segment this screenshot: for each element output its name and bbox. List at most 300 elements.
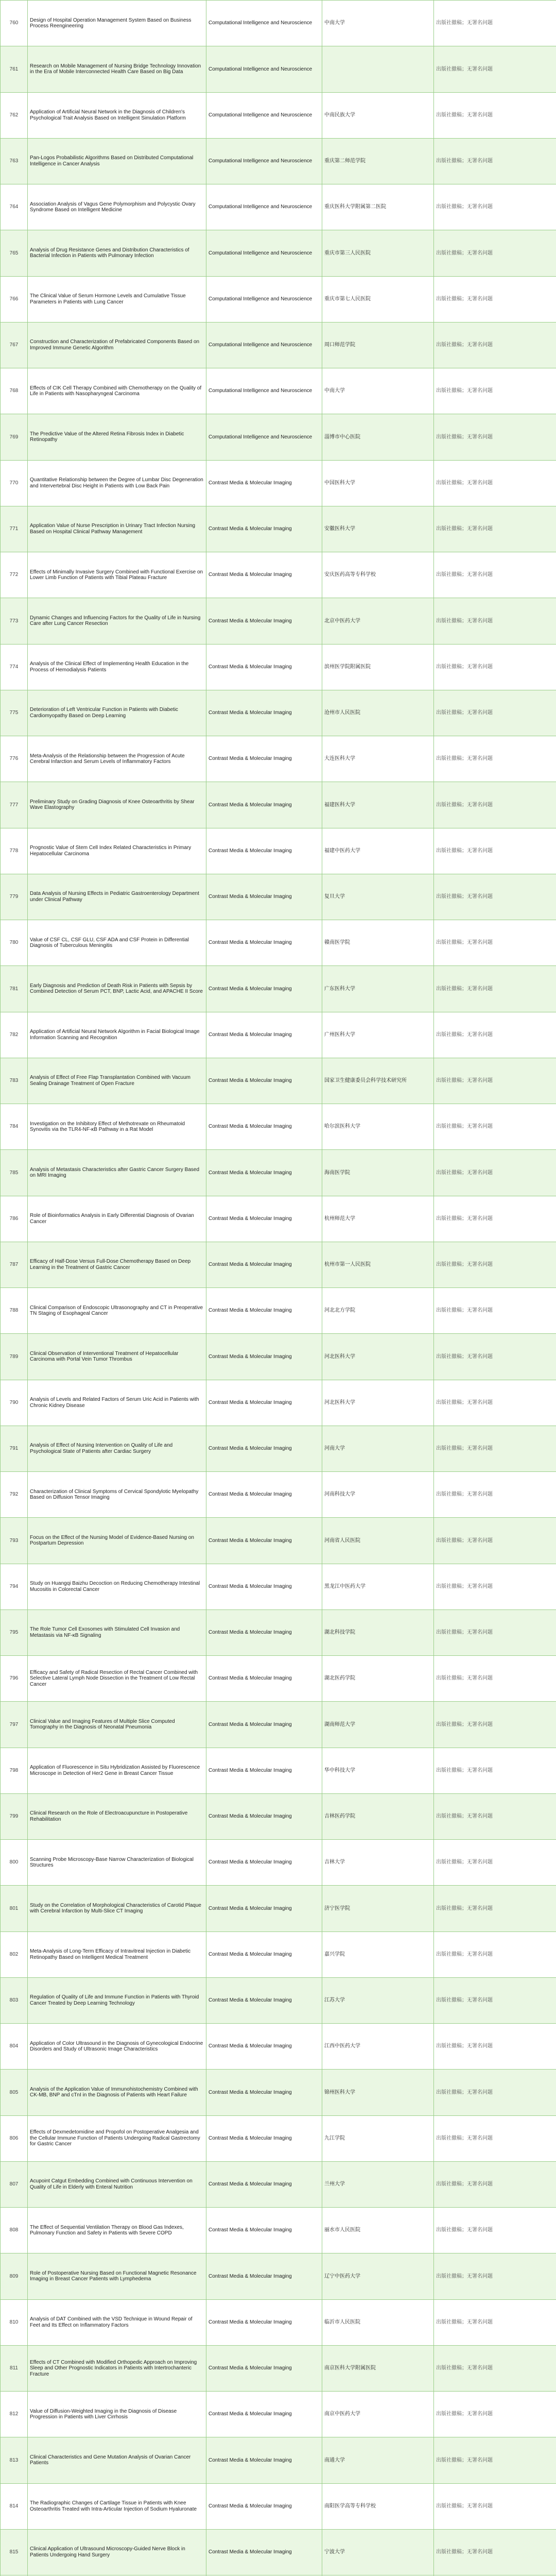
cell-institution: 河南省人民医院 — [322, 1518, 434, 1564]
table-row — [1, 2299, 556, 2345]
cell-journal: Contrast Media & Molecular Imaging — [206, 736, 322, 782]
table-row — [1, 1472, 556, 1518]
cell-status: 出版社撤稿；无署名问题 — [434, 1288, 556, 1334]
cell-number: 793 — [1, 1518, 28, 1564]
cell-title: Clinical Value and Imaging Features of Multiple Slice Computed Tomography in the Diagnosis of Neonatal Pneumonia — [28, 1702, 206, 1748]
cell-status: 出版社撤稿；无署名问题 — [434, 184, 556, 230]
cell-number: 784 — [1, 1104, 28, 1150]
cell-number: 768 — [1, 368, 28, 414]
cell-number: 797 — [1, 1702, 28, 1748]
cell-title: Analysis of Metastasis Characteristics after Gastric Cancer Surgery Based on MRI Imaging — [28, 1150, 206, 1196]
table-row — [1, 1518, 556, 1564]
table-row — [1, 184, 556, 230]
cell-status: 出版社撤稿；无署名问题 — [434, 1104, 556, 1150]
cell-number: 802 — [1, 1931, 28, 1977]
cell-title: Scanning Probe Microscopy-Base Narrow Characterization of Biological Structures — [28, 1840, 206, 1886]
cell-title: Clinical Observation of Interventional Treatment of Hepatocellular Carcinoma with Portal Vein Tumor Thrombus — [28, 1334, 206, 1380]
cell-number: 808 — [1, 2208, 28, 2253]
cell-title: Preliminary Study on Grading Diagnosis of Knee Osteoarthritis by Shear Wave Elastography — [28, 782, 206, 828]
cell-journal: Contrast Media & Molecular Imaging — [206, 1977, 322, 2023]
cell-number: 776 — [1, 736, 28, 782]
cell-title: Dynamic Changes and Influencing Factors for the Quality of Life in Nursing Care after Lung Cancer Resection — [28, 598, 206, 644]
cell-status: 出版社撤稿；无署名问题 — [434, 828, 556, 874]
cell-journal: Contrast Media & Molecular Imaging — [206, 966, 322, 1012]
cell-title: Clinical Characteristics and Gene Mutation Analysis of Ovarian Cancer Patients — [28, 2437, 206, 2483]
cell-journal: Contrast Media & Molecular Imaging — [206, 920, 322, 966]
table-row — [1, 782, 556, 828]
cell-institution: 复旦大学 — [322, 874, 434, 920]
cell-journal: Computational Intelligence and Neuroscience — [206, 184, 322, 230]
cell-journal: Computational Intelligence and Neuroscience — [206, 368, 322, 414]
cell-status: 出版社撤稿；无署名问题 — [434, 92, 556, 138]
cell-journal: Contrast Media & Molecular Imaging — [206, 1793, 322, 1839]
cell-institution: 南京中医药大学 — [322, 2392, 434, 2437]
cell-status: 出版社撤稿；无署名问题 — [434, 690, 556, 736]
cell-institution: 安庆医药高等专科学校 — [322, 552, 434, 598]
cell-journal: Computational Intelligence and Neuroscience — [206, 46, 322, 92]
cell-institution: 北京中医药大学 — [322, 598, 434, 644]
cell-number: 773 — [1, 598, 28, 644]
cell-status: 出版社撤稿；无署名问题 — [434, 2345, 556, 2391]
cell-institution: 吉林大学 — [322, 1840, 434, 1886]
table-row — [1, 2070, 556, 2115]
cell-status: 出版社撤稿；无署名问题 — [434, 2208, 556, 2253]
cell-institution: 河南大学 — [322, 1426, 434, 1471]
cell-number: 789 — [1, 1334, 28, 1380]
table-row — [1, 2392, 556, 2437]
cell-institution: 滨州医学院附属医院 — [322, 644, 434, 690]
table-row — [1, 230, 556, 276]
table-row — [1, 46, 556, 92]
cell-journal: Contrast Media & Molecular Imaging — [206, 1196, 322, 1242]
cell-number: 787 — [1, 1242, 28, 1287]
cell-number: 801 — [1, 1886, 28, 1931]
cell-institution: 大连医科大学 — [322, 736, 434, 782]
cell-institution: 宁波大学 — [322, 2529, 434, 2575]
cell-number: 764 — [1, 184, 28, 230]
cell-institution: 重庆第二师范学院 — [322, 138, 434, 184]
cell-journal: Contrast Media & Molecular Imaging — [206, 2253, 322, 2299]
cell-number: 810 — [1, 2299, 28, 2345]
cell-number: 761 — [1, 46, 28, 92]
cell-journal: Contrast Media & Molecular Imaging — [206, 2024, 322, 2070]
cell-institution: 沧州市人民医院 — [322, 690, 434, 736]
cell-institution: 周口师范学院 — [322, 322, 434, 368]
cell-institution: 湖北科技学院 — [322, 1609, 434, 1655]
cell-journal: Contrast Media & Molecular Imaging — [206, 1426, 322, 1471]
cell-status: 出版社撤稿；无署名问题 — [434, 2024, 556, 2070]
cell-journal: Contrast Media & Molecular Imaging — [206, 1242, 322, 1287]
cell-journal: Contrast Media & Molecular Imaging — [206, 1518, 322, 1564]
cell-institution: 中国医科大学 — [322, 460, 434, 506]
cell-institution: 南阳医学高等专科学校 — [322, 2483, 434, 2529]
cell-title: Pan-Logos Probabilistic Algorithms Based on Distributed Computational Intelligence in Cancer Analysis — [28, 138, 206, 184]
table-row — [1, 1288, 556, 1334]
cell-number: 771 — [1, 506, 28, 552]
table-row — [1, 2437, 556, 2483]
cell-institution: 锦州医科大学 — [322, 2070, 434, 2115]
cell-title: Analysis of the Application Value of Immunohistochemistry Combined with CK-MB, BNP and cTnI in the Diagnosis of Patients with Heart Failure — [28, 2070, 206, 2115]
cell-title: Effects of CIK Cell Therapy Combined with Chemotherapy on the Quality of Life in Patients with Nasopharyngeal Carcinoma — [28, 368, 206, 414]
cell-title: Quantitative Relationship between the Degree of Lumbar Disc Degeneration and Intervertebral Disc Height in Patients with Low Back Pain — [28, 460, 206, 506]
cell-number: 813 — [1, 2437, 28, 2483]
table-row — [1, 1840, 556, 1886]
cell-journal: Contrast Media & Molecular Imaging — [206, 1012, 322, 1058]
cell-journal: Contrast Media & Molecular Imaging — [206, 598, 322, 644]
cell-status: 出版社撤稿；无署名问题 — [434, 414, 556, 460]
cell-number: 804 — [1, 2024, 28, 2070]
cell-title: Study on the Correlation of Morphological Characteristics of Carotid Plaque with Cerebral Infarction by Multi-Slice CT Imaging — [28, 1886, 206, 1931]
cell-institution: 九江学院 — [322, 2115, 434, 2161]
cell-status: 出版社撤稿；无署名问题 — [434, 1242, 556, 1287]
table-row — [1, 1196, 556, 1242]
table-row — [1, 1380, 556, 1426]
cell-journal: Computational Intelligence and Neuroscience — [206, 230, 322, 276]
table-row — [1, 1150, 556, 1196]
cell-status: 出版社撤稿；无署名问题 — [434, 322, 556, 368]
cell-status: 出版社撤稿；无署名问题 — [434, 782, 556, 828]
cell-institution: 黑龙江中医药大学 — [322, 1564, 434, 1609]
cell-number: 796 — [1, 1656, 28, 1702]
cell-journal: Computational Intelligence and Neuroscience — [206, 414, 322, 460]
cell-title: The Role Tumor Cell Exosomes with Stimulated Cell Invasion and Metastasis via NF-κB Signaling — [28, 1609, 206, 1655]
cell-journal: Contrast Media & Molecular Imaging — [206, 1931, 322, 1977]
cell-title: Clinical Comparison of Endoscopic Ultrasonography and CT in Preoperative TN Staging of Esophageal Cancer — [28, 1288, 206, 1334]
cell-title: Early Diagnosis and Prediction of Death Risk in Patients with Sepsis by Combined Detection of Serum PCT, BNP, Lactic Acid, and APACHE II Score — [28, 966, 206, 1012]
cell-title: Deterioration of Left Ventricular Function in Patients with Diabetic Cardiomyopathy Based on Deep Learning — [28, 690, 206, 736]
cell-number: 777 — [1, 782, 28, 828]
table-row — [1, 552, 556, 598]
table-row — [1, 1702, 556, 1748]
cell-journal: Contrast Media & Molecular Imaging — [206, 2299, 322, 2345]
cell-title: Design of Hospital Operation Management System Based on Business Process Reengineering — [28, 1, 206, 46]
cell-title: Value of CSF CL, CSF GLU, CSF ADA and CSF Protein in Differential Diagnosis of Tuberculous Meningitis — [28, 920, 206, 966]
cell-number: 762 — [1, 92, 28, 138]
cell-title: Analysis of Levels and Related Factors of Serum Uric Acid in Patients with Chronic Kidney Disease — [28, 1380, 206, 1426]
cell-institution: 赣南医学院 — [322, 920, 434, 966]
cell-journal: Contrast Media & Molecular Imaging — [206, 506, 322, 552]
cell-number: 778 — [1, 828, 28, 874]
cell-institution: 重庆医科大学附属第二医院 — [322, 184, 434, 230]
cell-title: Clinical Application of Ultrasound Microscopy-Guided Nerve Block in Patients Undergoing Hand Surgery — [28, 2529, 206, 2575]
table-row — [1, 2483, 556, 2529]
cell-status: 出版社撤稿；无署名问题 — [434, 1748, 556, 1793]
cell-number: 765 — [1, 230, 28, 276]
cell-institution: 嘉兴学院 — [322, 1931, 434, 1977]
cell-status: 出版社撤稿；无署名问题 — [434, 1931, 556, 1977]
cell-status: 出版社撤稿；无署名问题 — [434, 1472, 556, 1518]
cell-journal: Contrast Media & Molecular Imaging — [206, 2115, 322, 2161]
cell-status: 出版社撤稿；无署名问题 — [434, 1380, 556, 1426]
cell-title: Application of Artificial Neural Network in the Diagnosis of Children's Psychological Trait Analysis Based on Intelligent Simulation Platform — [28, 92, 206, 138]
cell-institution: 国家卫生健康委员会科学技术研究所 — [322, 1058, 434, 1104]
table-body — [1, 1, 556, 2576]
cell-institution: 南通大学 — [322, 2437, 434, 2483]
cell-number: 794 — [1, 1564, 28, 1609]
cell-status: 出版社撤稿；无署名问题 — [434, 2070, 556, 2115]
cell-title: Application of Artificial Neural Network Algorithm in Facial Biological Image Information Scanning and Recognition — [28, 1012, 206, 1058]
cell-title: Association Analysis of Vagus Gene Polymorphism and Polycystic Ovary Syndrome Based on Intelligent Medicine — [28, 184, 206, 230]
cell-number: 767 — [1, 322, 28, 368]
cell-number: 763 — [1, 138, 28, 184]
cell-number: 803 — [1, 1977, 28, 2023]
cell-journal: Contrast Media & Molecular Imaging — [206, 874, 322, 920]
cell-institution: 湖北医药学院 — [322, 1656, 434, 1702]
cell-title: Efficacy and Safety of Radical Resection of Rectal Cancer Combined with Selective Lateral Lymph Node Dissection in the Treatment of Low Rectal Cancer — [28, 1656, 206, 1702]
cell-title: Analysis of Effect of Nursing Intervention on Quality of Life and Psychological State of Patients after Cardiac Surgery — [28, 1426, 206, 1471]
cell-institution: 南京医科大学附属医院 — [322, 2345, 434, 2391]
table-row — [1, 1931, 556, 1977]
table-row — [1, 1058, 556, 1104]
cell-status: 出版社撤稿；无署名问题 — [434, 1426, 556, 1471]
cell-journal: Contrast Media & Molecular Imaging — [206, 1380, 322, 1426]
table-row — [1, 1334, 556, 1380]
cell-number: 811 — [1, 2345, 28, 2391]
cell-institution: 重庆市第七人民医院 — [322, 276, 434, 322]
cell-status: 出版社撤稿；无署名问题 — [434, 920, 556, 966]
cell-status: 出版社撤稿；无署名问题 — [434, 2299, 556, 2345]
table-row — [1, 2345, 556, 2391]
cell-status: 出版社撤稿；无署名问题 — [434, 460, 556, 506]
cell-journal: Contrast Media & Molecular Imaging — [206, 2345, 322, 2391]
table-row — [1, 1656, 556, 1702]
cell-status: 出版社撤稿；无署名问题 — [434, 2483, 556, 2529]
cell-number: 795 — [1, 1609, 28, 1655]
cell-title: Meta-Analysis of the Relationship between the Progression of Acute Cerebral Infarction and Serum Levels of Inflammatory Factors — [28, 736, 206, 782]
cell-status: 出版社撤稿；无署名问题 — [434, 1058, 556, 1104]
cell-title: Application of Fluorescence in Situ Hybridization Assisted by Fluorescence Microscope in Detection of Her2 Gene in Breast Cancer Tissue — [28, 1748, 206, 1793]
cell-number: 780 — [1, 920, 28, 966]
table-row — [1, 1564, 556, 1609]
cell-journal: Contrast Media & Molecular Imaging — [206, 1840, 322, 1886]
cell-title: Meta-Analysis of Long-Term Efficacy of Intravitreal Injection in Diabetic Retinopathy Based on Intelligent Medical Treatment — [28, 1931, 206, 1977]
cell-number: 788 — [1, 1288, 28, 1334]
cell-institution: 兰州大学 — [322, 2161, 434, 2207]
cell-journal: Contrast Media & Molecular Imaging — [206, 1472, 322, 1518]
cell-number: 785 — [1, 1150, 28, 1196]
cell-status: 出版社撤稿；无署名问题 — [434, 2253, 556, 2299]
cell-status: 出版社撤稿；无署名问题 — [434, 1150, 556, 1196]
cell-status: 出版社撤稿；无署名问题 — [434, 2161, 556, 2207]
table-row — [1, 322, 556, 368]
cell-status: 出版社撤稿；无署名问题 — [434, 2437, 556, 2483]
cell-journal: Contrast Media & Molecular Imaging — [206, 1334, 322, 1380]
cell-status: 出版社撤稿；无署名问题 — [434, 644, 556, 690]
cell-title: Focus on the Effect of the Nursing Model of Evidence-Based Nursing on Postpartum Depression — [28, 1518, 206, 1564]
cell-status: 出版社撤稿；无署名问题 — [434, 1977, 556, 2023]
cell-institution: 江苏大学 — [322, 1977, 434, 2023]
table-row — [1, 368, 556, 414]
cell-title: Value of Diffusion-Weighted Imaging in the Diagnosis of Disease Progression in Patients with Liver Cirrhosis — [28, 2392, 206, 2437]
cell-status: 出版社撤稿；无署名问题 — [434, 138, 556, 184]
cell-status: 出版社撤稿；无署名问题 — [434, 1334, 556, 1380]
cell-journal: Contrast Media & Molecular Imaging — [206, 1702, 322, 1748]
cell-title: Analysis of the Clinical Effect of Implementing Health Education in the Process of Hemodialysis Patients — [28, 644, 206, 690]
cell-institution — [322, 46, 434, 92]
cell-status: 出版社撤稿；无署名问题 — [434, 2115, 556, 2161]
cell-journal: Contrast Media & Molecular Imaging — [206, 1288, 322, 1334]
table-row — [1, 1104, 556, 1150]
cell-title: Analysis of Effect of Free Flap Transplantation Combined with Vacuum Sealing Drainage Treatment of Open Fracture — [28, 1058, 206, 1104]
cell-institution: 河北北方学院 — [322, 1288, 434, 1334]
cell-journal: Contrast Media & Molecular Imaging — [206, 460, 322, 506]
cell-title: Application of Color Ultrasound in the Diagnosis of Gynecological Endocrine Disorders and Study of Ultrasonic Image Characteristics — [28, 2024, 206, 2070]
cell-number: 769 — [1, 414, 28, 460]
table-row — [1, 1242, 556, 1287]
cell-title: Clinical Research on the Role of Electroacupuncture in Postoperative Rehabilitation — [28, 1793, 206, 1839]
table-row — [1, 460, 556, 506]
cell-journal: Contrast Media & Molecular Imaging — [206, 2437, 322, 2483]
cell-status: 出版社撤稿；无署名问题 — [434, 2529, 556, 2575]
cell-journal: Contrast Media & Molecular Imaging — [206, 2392, 322, 2437]
cell-number: 807 — [1, 2161, 28, 2207]
cell-status: 出版社撤稿；无署名问题 — [434, 1012, 556, 1058]
cell-number: 782 — [1, 1012, 28, 1058]
table-row — [1, 966, 556, 1012]
cell-journal: Computational Intelligence and Neuroscience — [206, 322, 322, 368]
cell-journal: Contrast Media & Molecular Imaging — [206, 1656, 322, 1702]
cell-institution: 湖南师范大学 — [322, 1702, 434, 1748]
table-row — [1, 276, 556, 322]
cell-number: 798 — [1, 1748, 28, 1793]
cell-status: 出版社撤稿；无署名问题 — [434, 1656, 556, 1702]
cell-status: 出版社撤稿；无署名问题 — [434, 276, 556, 322]
cell-number: 786 — [1, 1196, 28, 1242]
table-row — [1, 2161, 556, 2207]
cell-status: 出版社撤稿；无署名问题 — [434, 1, 556, 46]
cell-journal: Contrast Media & Molecular Imaging — [206, 1609, 322, 1655]
table-row — [1, 414, 556, 460]
cell-title: Analysis of Drug Resistance Genes and Distribution Characteristics of Bacterial Infection in Patients with Pulmonary Infection — [28, 230, 206, 276]
cell-number: 799 — [1, 1793, 28, 1839]
cell-institution: 福建医科大学 — [322, 782, 434, 828]
cell-institution: 中南大学 — [322, 368, 434, 414]
cell-institution: 安徽医科大学 — [322, 506, 434, 552]
cell-institution: 济宁医学院 — [322, 1886, 434, 1931]
cell-journal: Computational Intelligence and Neuroscience — [206, 92, 322, 138]
cell-institution: 江西中医药大学 — [322, 2024, 434, 2070]
cell-journal: Contrast Media & Molecular Imaging — [206, 1748, 322, 1793]
cell-status: 出版社撤稿；无署名问题 — [434, 966, 556, 1012]
cell-title: Effects of Minimally Invasive Surgery Combined with Functional Exercise on Lower Limb Function of Patients with Tibial Plateau Fracture — [28, 552, 206, 598]
table-row — [1, 2253, 556, 2299]
cell-institution: 华中科技大学 — [322, 1748, 434, 1793]
cell-title: Role of Postoperative Nursing Based on Functional Magnetic Resonance Imaging in Breast Cancer Patients with Lymphedema — [28, 2253, 206, 2299]
table-row — [1, 874, 556, 920]
cell-number: 806 — [1, 2115, 28, 2161]
cell-number: 766 — [1, 276, 28, 322]
cell-institution: 重庆市第三人民医院 — [322, 230, 434, 276]
cell-number: 809 — [1, 2253, 28, 2299]
table-row — [1, 1609, 556, 1655]
cell-status: 出版社撤稿；无署名问题 — [434, 1886, 556, 1931]
cell-institution: 淄博市中心医院 — [322, 414, 434, 460]
cell-status: 出版社撤稿；无署名问题 — [434, 598, 556, 644]
cell-title: Investigation on the Inhibitory Effect of Methotrexate on Rheumatoid Synovitis via the TLR4-NF-κB Pathway in a Rat Model — [28, 1104, 206, 1150]
cell-institution: 辽宁中医药大学 — [322, 2253, 434, 2299]
cell-status: 出版社撤稿；无署名问题 — [434, 1840, 556, 1886]
cell-institution: 哈尔滨医科大学 — [322, 1104, 434, 1150]
cell-status: 出版社撤稿；无署名问题 — [434, 506, 556, 552]
cell-number: 760 — [1, 1, 28, 46]
table-row — [1, 138, 556, 184]
table-row — [1, 1012, 556, 1058]
cell-number: 783 — [1, 1058, 28, 1104]
table-row — [1, 2115, 556, 2161]
cell-institution: 杭州市第一人民医院 — [322, 1242, 434, 1287]
cell-status: 出版社撤稿；无署名问题 — [434, 1702, 556, 1748]
cell-institution: 广州医科大学 — [322, 1012, 434, 1058]
table-row — [1, 506, 556, 552]
cell-number: 770 — [1, 460, 28, 506]
cell-institution: 中南大学 — [322, 1, 434, 46]
cell-journal: Contrast Media & Molecular Imaging — [206, 2161, 322, 2207]
cell-journal: Contrast Media & Molecular Imaging — [206, 1058, 322, 1104]
cell-number: 815 — [1, 2529, 28, 2575]
cell-title: Effects of Dexmedetomidine and Propofol on Postoperative Analgesia and the Cellular Immune Function of Patients Undergoing Radical Gastrectomy for Gastric Cancer — [28, 2115, 206, 2161]
cell-status: 出版社撤稿；无署名问题 — [434, 1564, 556, 1609]
cell-title: The Radiographic Changes of Cartilage Tissue in Patients with Knee Osteoarthritis Treated with Intra-Articular Injection of Sodium Hyaluronate — [28, 2483, 206, 2529]
cell-status: 出版社撤稿；无署名问题 — [434, 1518, 556, 1564]
cell-journal: Contrast Media & Molecular Imaging — [206, 644, 322, 690]
cell-journal: Computational Intelligence and Neuroscience — [206, 1, 322, 46]
cell-institution: 海南医学院 — [322, 1150, 434, 1196]
cell-status: 出版社撤稿；无署名问题 — [434, 1196, 556, 1242]
cell-number: 792 — [1, 1472, 28, 1518]
cell-number: 775 — [1, 690, 28, 736]
table-row — [1, 2024, 556, 2070]
cell-institution: 临沂市人民医院 — [322, 2299, 434, 2345]
cell-title: Acupoint Catgut Embedding Combined with Continuous Intervention on Quality of Life in Elderly with Enteral Nutrition — [28, 2161, 206, 2207]
table-row — [1, 690, 556, 736]
table-row — [1, 2529, 556, 2575]
table-row — [1, 1748, 556, 1793]
cell-institution: 中南民族大学 — [322, 92, 434, 138]
cell-number: 800 — [1, 1840, 28, 1886]
cell-number: 814 — [1, 2483, 28, 2529]
cell-institution: 丽水市人民医院 — [322, 2208, 434, 2253]
cell-number: 772 — [1, 552, 28, 598]
cell-journal: Contrast Media & Molecular Imaging — [206, 1150, 322, 1196]
cell-status: 出版社撤稿；无署名问题 — [434, 368, 556, 414]
cell-status: 出版社撤稿；无署名问题 — [434, 230, 556, 276]
cell-title: Study on Huangqi Baizhu Decoction on Reducing Chemotherapy Intestinal Mucositis in Colorectal Cancer — [28, 1564, 206, 1609]
cell-institution: 河北医科大学 — [322, 1334, 434, 1380]
table-row — [1, 1886, 556, 1931]
cell-title: The Effect of Sequential Ventilation Therapy on Blood Gas Indexes, Pulmonary Function and Safety in Patients with Severe COPD — [28, 2208, 206, 2253]
cell-journal: Contrast Media & Molecular Imaging — [206, 2483, 322, 2529]
cell-status: 出版社撤稿；无署名问题 — [434, 2392, 556, 2437]
cell-institution: 杭州师范大学 — [322, 1196, 434, 1242]
cell-title: Regulation of Quality of Life and Immune Function in Patients with Thyroid Cancer Treated by Deep Learning Technology — [28, 1977, 206, 2023]
cell-number: 790 — [1, 1380, 28, 1426]
table-row — [1, 2208, 556, 2253]
cell-title: Data Analysis of Nursing Effects in Pediatric Gastroenterology Department under Clinical Pathway — [28, 874, 206, 920]
cell-institution: 吉林医药学院 — [322, 1793, 434, 1839]
table-row — [1, 736, 556, 782]
cell-institution: 河北医科大学 — [322, 1380, 434, 1426]
cell-journal: Contrast Media & Molecular Imaging — [206, 1104, 322, 1150]
cell-status: 出版社撤稿；无署名问题 — [434, 552, 556, 598]
cell-number: 779 — [1, 874, 28, 920]
table-row — [1, 1, 556, 46]
cell-number: 774 — [1, 644, 28, 690]
cell-journal: Computational Intelligence and Neuroscience — [206, 276, 322, 322]
cell-title: Efficacy of Half-Dose Versus Full-Dose Chemotherapy Based on Deep Learning in the Treatment of Gastric Cancer — [28, 1242, 206, 1287]
cell-journal: Contrast Media & Molecular Imaging — [206, 2529, 322, 2575]
cell-status: 出版社撤稿；无署名问题 — [434, 1609, 556, 1655]
cell-title: Prognostic Value of Stem Cell Index Related Characteristics in Primary Hepatocellular Carcinoma — [28, 828, 206, 874]
